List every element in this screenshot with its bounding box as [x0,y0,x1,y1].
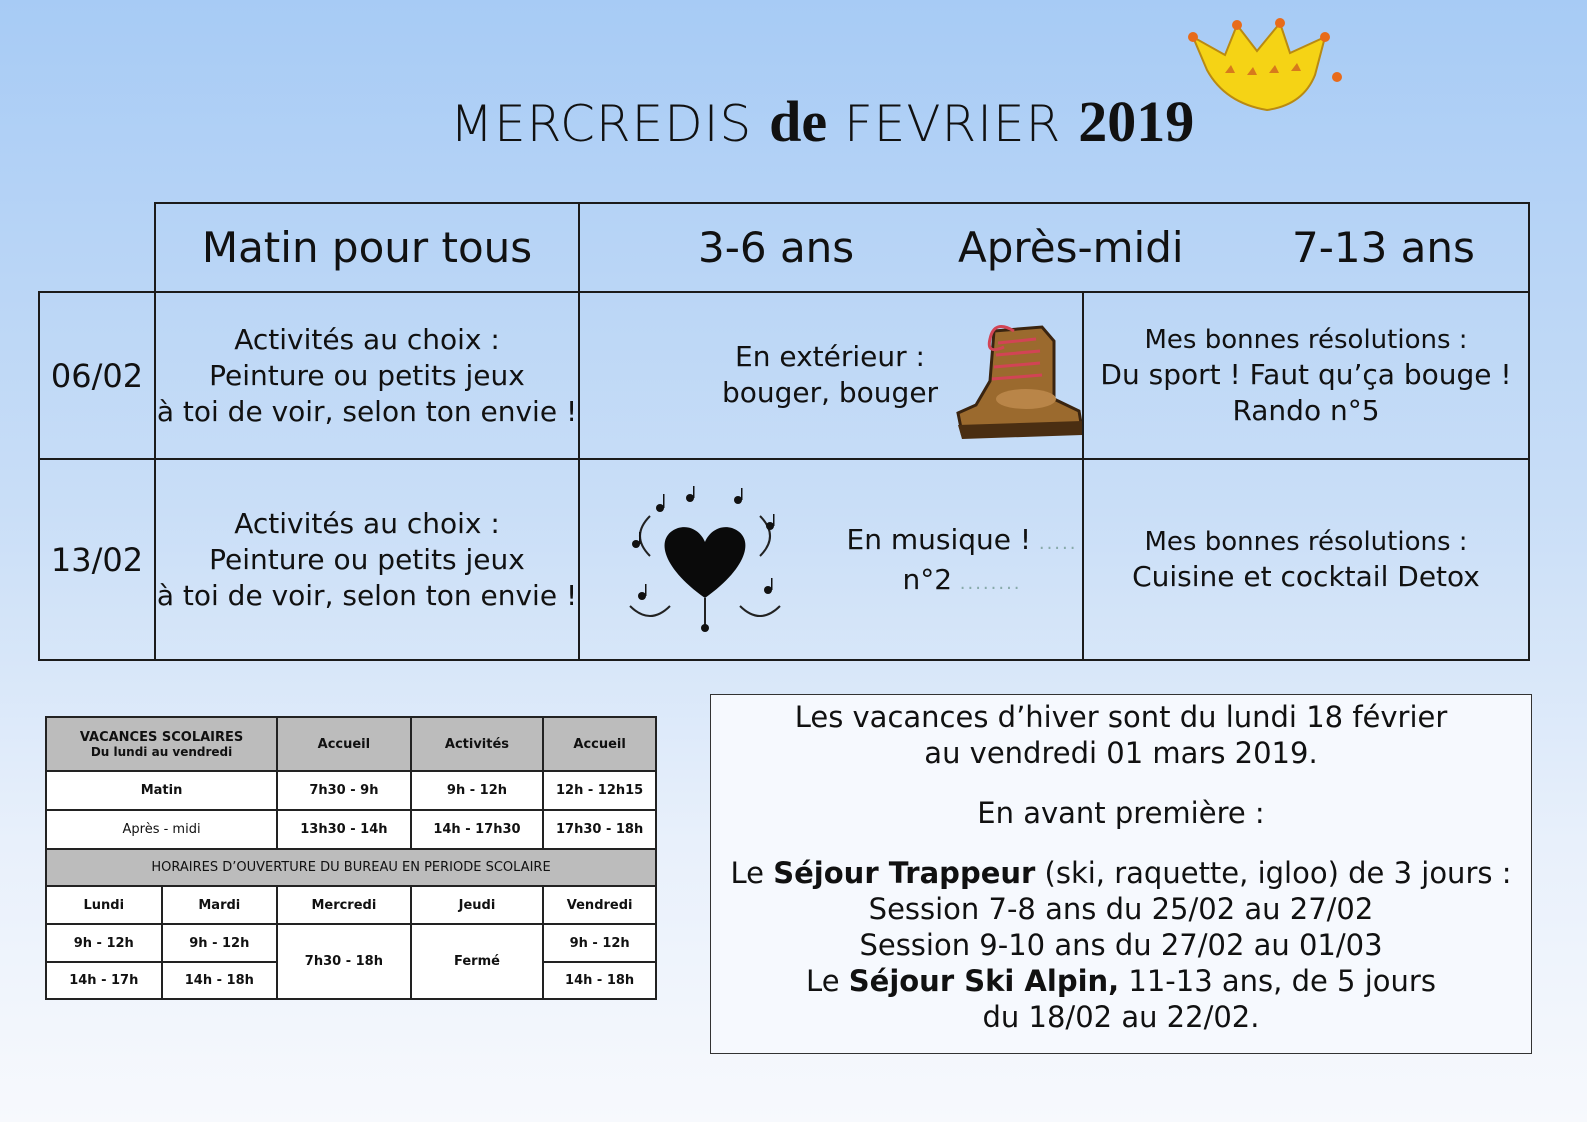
title-part3: FEVRIER [827,95,1079,153]
day-jeudi: Jeudi [411,886,544,924]
notice-sejour-ski: Séjour Ski Alpin, [848,964,1120,998]
row1-older-line2: Du sport ! Faut qu’ça bouge ! [1100,357,1512,391]
col-accueil1: Accueil [277,717,411,771]
notice-line5: Session 7-8 ans du 25/02 au 27/02 [868,892,1374,926]
row1-young [578,291,1084,460]
schedule-title2: Du lundi au vendredi [90,744,233,759]
row2-young: En musique ! ..... n°2 ........ [578,458,1084,661]
mardi-pm: 14h - 18h [162,962,278,999]
office-title: HORAIRES D’OUVERTURE DU BUREAU EN PERIODE SCOLAIRE [46,849,656,886]
notice-l4c: (ski, raquette, igloo) de 3 jours : [1035,856,1512,890]
notice-line2: au vendredi 01 mars 2019. [924,736,1318,770]
row2-date-label: 13/02 [50,540,144,579]
day-lundi: Lundi [46,886,162,924]
matin-accueil2: 12h - 12h15 [543,771,656,810]
row2-older-line1: Mes bonnes résolutions : [1144,526,1468,557]
row2-young-line2: n°2 [902,563,953,596]
notice-l7a: Le [806,964,849,998]
mardi-am: 9h - 12h [162,924,278,962]
aprem-activites: 14h - 17h30 [411,810,544,849]
matin-accueil: 7h30 - 9h [277,771,411,810]
schedule-title [46,717,277,771]
row-aprem-label: Après - midi [46,810,277,849]
header-afternoon-label: Après-midi [958,223,1184,272]
notice-line3: En avant première : [977,796,1265,830]
schedule-table [45,716,657,1000]
row2-morning [154,458,580,661]
row1-date [38,291,156,460]
boot-icon [954,321,1088,447]
crown-icon [1185,15,1345,120]
music-heart-icon [620,486,790,636]
schedule-title1: VACANCES SCOLAIRES [79,729,244,745]
notice-sejour-trappeur: Séjour Trappeur [773,856,1036,890]
row2-date [38,458,156,661]
notice-line8: du 18/02 au 22/02. [982,1000,1260,1034]
aprem-accueil2: 17h30 - 18h [543,810,656,849]
header-age1: 3-6 ans [698,223,855,272]
col-activites: Activités [411,717,544,771]
notice-line6: Session 9-10 ans du 27/02 au 01/03 [859,928,1383,962]
day-vendredi: Vendredi [543,886,656,924]
row2-morning-line1: Activités au choix : [234,506,500,540]
row2-young-line1: En musique ! [846,523,1032,556]
jeudi-hours: Fermé [411,924,544,999]
lundi-am: 9h - 12h [46,924,162,962]
row2-morning-line2: Peinture ou petits jeux [209,542,525,576]
notice-line4 [711,855,1531,891]
title-part2: de [769,89,828,154]
row1-morning-line1: Activités au choix : [234,322,500,356]
row1-date-label: 06/02 [50,356,144,395]
col-accueil2: Accueil [543,717,656,771]
vendredi-am: 9h - 12h [543,924,656,962]
row2-morning-line3: à toi de voir, selon ton envie ! [156,578,578,612]
mercredi-hours: 7h30 - 18h [277,924,411,999]
notice-l7c: 11-13 ans, de 5 jours [1119,964,1436,998]
row1-morning-line3: à toi de voir, selon ton envie ! [156,394,578,428]
row1-morning [154,291,580,460]
matin-activites: 9h - 12h [411,771,544,810]
row-matin-label: Matin [46,771,277,810]
row1-morning-line2: Peinture ou petits jeux [209,358,525,392]
row1-older-line3: Rando n°5 [1232,393,1380,427]
notice-line1: Les vacances d’hiver sont du lundi 18 février [794,700,1448,734]
title-part4: 2019 [1078,89,1195,154]
day-mardi: Mardi [162,886,278,924]
holiday-notice [710,694,1532,1054]
row1-older [1082,291,1530,460]
day-mercredi: Mercredi [277,886,411,924]
row2-older-line2: Cuisine et cocktail Detox [1132,559,1480,593]
header-afternoon [578,202,1530,293]
notice-l4a: Le [730,856,774,890]
row2-older [1082,458,1530,661]
notice-line7 [711,963,1531,999]
aprem-accueil: 13h30 - 14h [277,810,411,849]
title-part1: MERCREDIS [450,95,770,153]
row1-young-line2: bouger, bouger [721,376,939,409]
header-morning [154,202,580,293]
row1-older-line1: Mes bonnes résolutions : [1144,324,1468,355]
lundi-pm: 14h - 17h [46,962,162,999]
row1-young-line1: En extérieur : [735,340,925,373]
header-age2: 7-13 ans [1292,223,1475,272]
header-morning-label: Matin pour tous [201,223,533,272]
vendredi-pm: 14h - 18h [543,962,656,999]
